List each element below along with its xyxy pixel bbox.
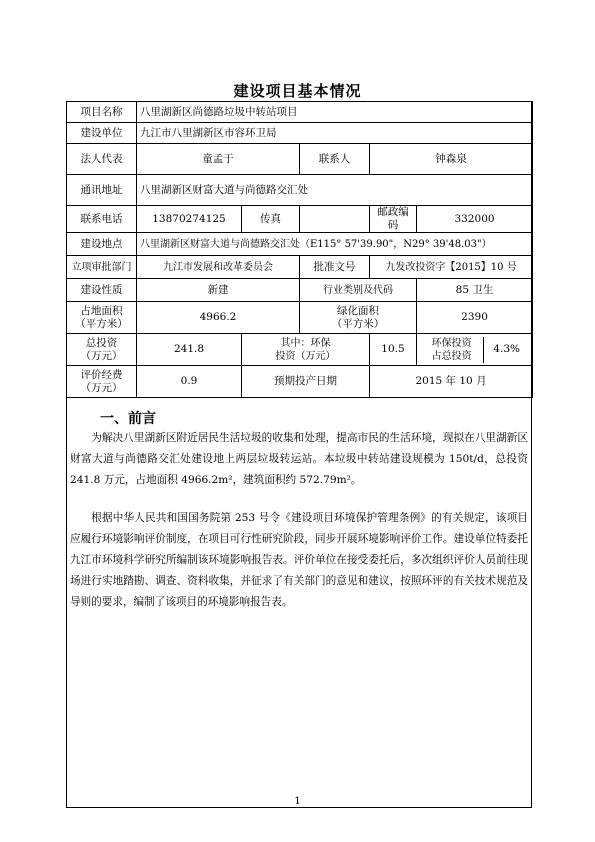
postcode-value: 332000	[417, 206, 533, 233]
nature-value: 新建	[137, 279, 300, 302]
env-inv-label-line2: 投资（万元）	[275, 350, 336, 362]
page-number: 1	[294, 796, 301, 807]
legal-rep-label: 法人代表	[67, 144, 137, 175]
row-project-name	[67, 102, 533, 123]
total-inv-label-line1: 总投资	[85, 336, 118, 349]
intro-paragraph-1: 为解决八里湖新区附近居民生活垃圾的收集和处理，提高市民的生活环境，现拟在八里湖新区财富大道与尚德路交汇处建设地上两层垃圾转运站。本垃圾中转站建设规模为 150t/d，总投资 241.8 万元，占地面积 4966.2m²，建筑面积约 572.79m²。	[70, 432, 528, 486]
env-inv-value: 10.5	[370, 334, 417, 366]
env-inv-label	[242, 334, 370, 366]
phone-label: 联系电话	[67, 206, 137, 233]
green-area-label	[300, 302, 417, 334]
land-area-value: 4966.2	[137, 302, 300, 334]
total-inv-label-line2: （万元）	[80, 349, 123, 362]
land-area-label-line1: 占地面积	[80, 304, 123, 317]
contact-value: 钟森泉	[370, 144, 533, 175]
green-area-label-line2: （平方米）	[331, 317, 385, 330]
row-approval	[67, 256, 533, 279]
project-name-label: 项目名称	[67, 102, 137, 123]
builder-label: 建设单位	[67, 123, 137, 144]
approval-doc-label: 批准文号	[300, 256, 370, 279]
env-ratio-label-line1: 环保投资	[431, 337, 472, 349]
total-inv-label	[67, 334, 137, 366]
row-builder	[67, 123, 533, 144]
phone-value: 13870274125	[137, 206, 242, 233]
location-value: 八里湖新区财富大道与尚德路交汇处（E115° 57'39.90"，N29° 39'48.03"）	[137, 233, 533, 256]
green-area-value: 2390	[417, 302, 533, 334]
env-ratio-subtable	[420, 337, 529, 363]
postcode-label: 邮政编码	[370, 206, 417, 233]
contact-label: 联系人	[300, 144, 370, 175]
builder-value: 九江市八里湖新区市容环卫局	[137, 123, 533, 144]
row-area	[67, 302, 533, 334]
land-area-label	[67, 302, 137, 334]
start-date-label: 预期投产日期	[242, 366, 370, 398]
industry-label: 行业类别及代码	[300, 279, 417, 302]
row-investment	[67, 334, 533, 366]
address-value: 八里湖新区财富大道与尚德路交汇处	[137, 175, 533, 206]
start-date-value: 2015 年 10 月	[370, 366, 533, 398]
industry-value: 85 卫生	[417, 279, 533, 302]
row-eval	[67, 366, 533, 398]
land-area-label-line2: （平方米）	[75, 317, 128, 330]
row-location	[67, 233, 533, 256]
total-inv-value: 241.8	[137, 334, 242, 366]
env-ratio-cell	[417, 334, 533, 366]
row-legal-rep	[67, 144, 533, 175]
section-heading-intro: 一、前言	[100, 411, 156, 427]
green-area-label-line1: 绿化面积	[337, 304, 379, 317]
legal-rep-value: 童孟于	[137, 144, 300, 175]
eval-fee-value: 0.9	[137, 366, 242, 398]
row-nature	[67, 279, 533, 302]
approval-dept-value: 九江市发展和改革委员会	[137, 256, 300, 279]
project-name-value: 八里湖新区尚德路垃圾中转站项目	[137, 102, 533, 123]
project-info-table	[66, 101, 533, 398]
eval-fee-label	[67, 366, 137, 398]
env-ratio-label	[420, 337, 484, 363]
eval-fee-label-line1: 评价经费	[80, 368, 123, 381]
page-title: 建设项目基本情况	[233, 82, 362, 100]
location-label: 建设地点	[67, 233, 137, 256]
row-address	[67, 175, 533, 206]
env-ratio-value: 4.3%	[493, 343, 520, 355]
address-label: 通讯地址	[67, 175, 137, 206]
env-inv-label-line1: 其中：环保	[280, 337, 331, 349]
fax-label: 传真	[242, 206, 300, 233]
eval-fee-label-line2: （万元）	[80, 381, 123, 394]
row-phone	[67, 206, 533, 233]
approval-dept-label: 立项审批部门	[67, 256, 137, 279]
fax-value	[300, 206, 370, 233]
nature-label: 建设性质	[67, 279, 137, 302]
env-ratio-label-line2: 占总投资	[431, 350, 472, 362]
intro-paragraph-2: 根据中华人民共和国国务院第 253 号令《建设项目环境保护管理条例》的有关规定，该项目应履行环境影响评价制度，在项目可行性研究阶段，同步开展环境影响评价工作。建设单位特委托九江市环境科学研究所编制该环境影响报告表。评价单位在接受委托后，多次组织评价人员前往现场进行实地踏勘、调查、资料收集，并征求了有关部门的意见和建议，按照环评的有关技术规范及导则的要求，编制了该项目的环境影响报告表。	[70, 512, 528, 608]
approval-doc-value: 九发改投资字【2015】10 号	[370, 256, 533, 279]
